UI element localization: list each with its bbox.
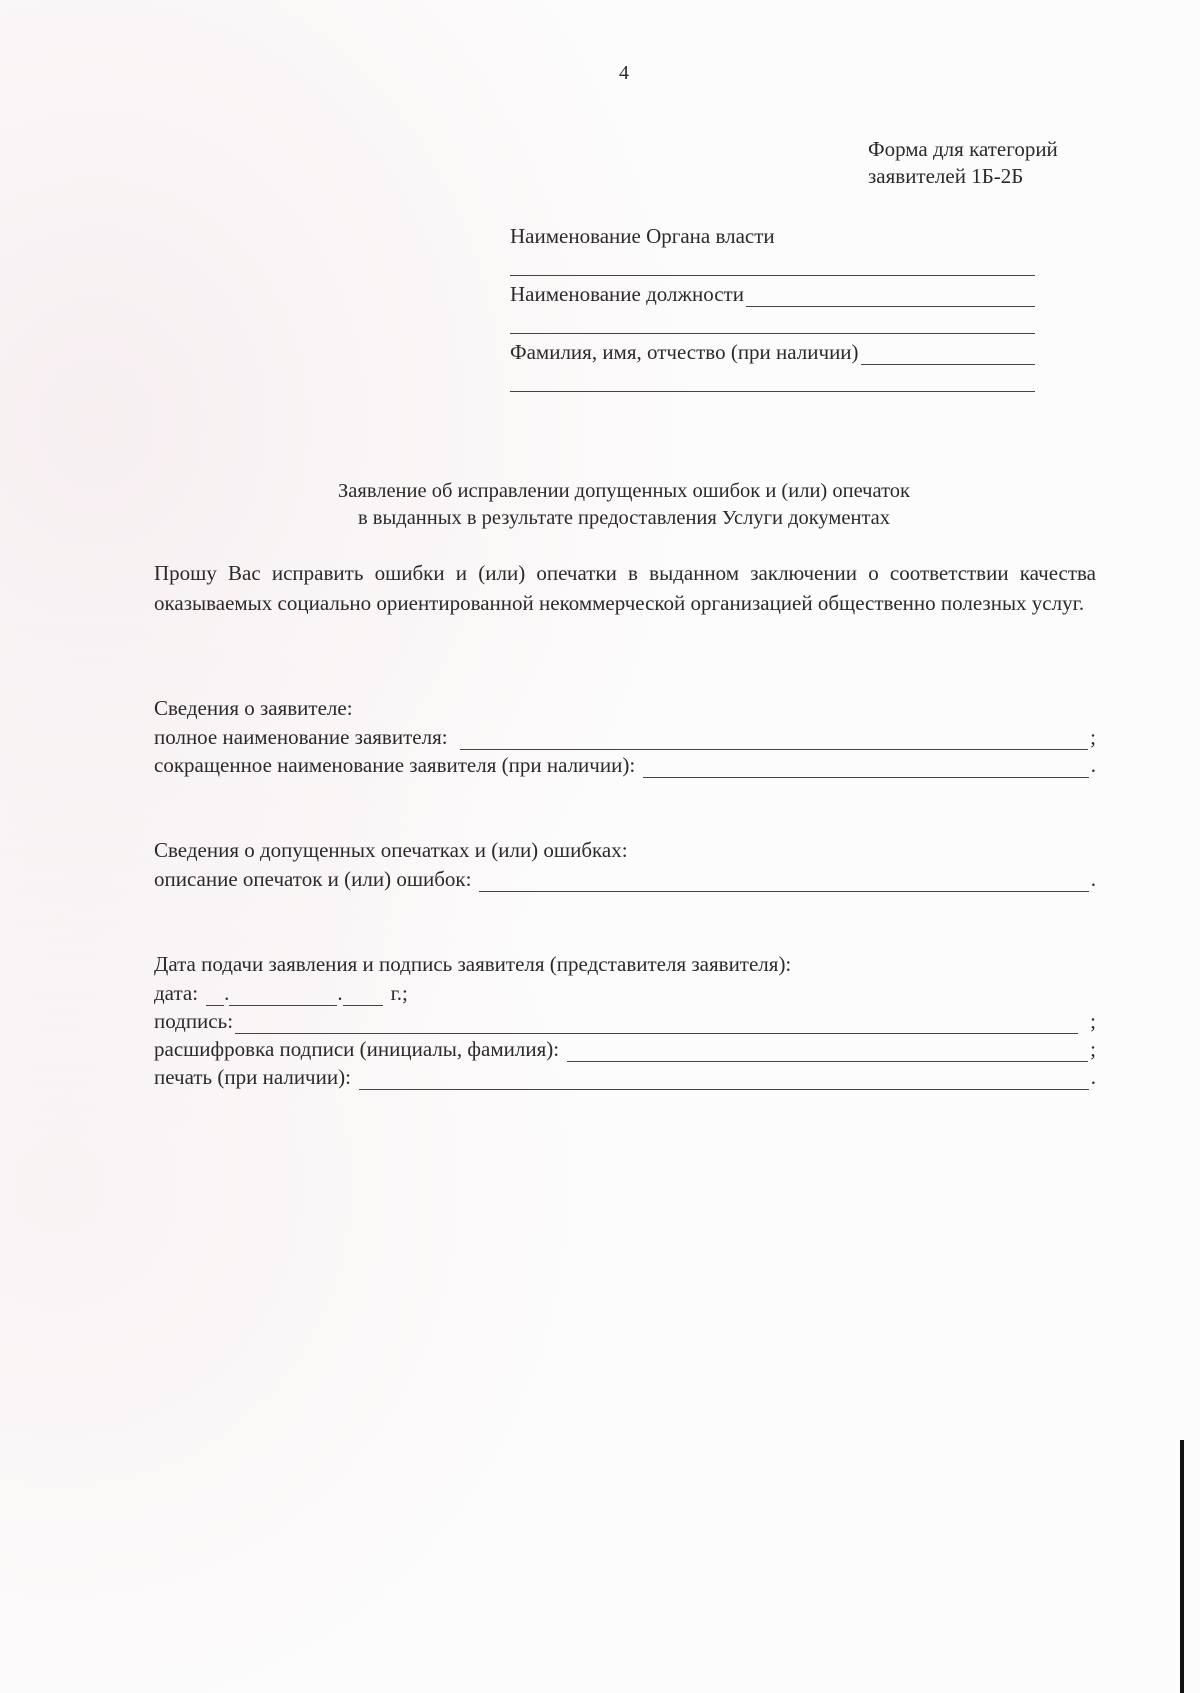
form-category — [868, 136, 1058, 190]
date-separator-2: . — [337, 981, 343, 1005]
applicant-short-name-end: . — [1090, 753, 1096, 777]
date-month-field[interactable] — [229, 985, 337, 1006]
stamp-field[interactable] — [359, 1069, 1089, 1090]
sign-label: подпись: — [154, 1009, 234, 1033]
page-number: 4 — [619, 62, 629, 84]
date-year-field[interactable] — [343, 985, 383, 1006]
applicant-full-name-label: полное наименование заявителя: — [154, 725, 448, 749]
date-day-field[interactable] — [206, 985, 224, 1006]
errors-section — [154, 836, 1096, 892]
date-label: дата: — [154, 981, 199, 1005]
sign-row — [154, 1006, 1096, 1034]
position-row — [510, 280, 1035, 307]
decoding-label: расшифровка подписи (инициалы, фамилия): — [154, 1037, 560, 1061]
errors-description-row — [154, 864, 1096, 892]
document-title — [0, 478, 1200, 532]
authority-field[interactable] — [510, 249, 1035, 276]
applicant-section — [154, 694, 1096, 778]
applicant-short-name-label: сокращенное наименование заявителя (при наличии): — [154, 753, 636, 777]
title-line-1: Заявление об исправлении допущенных ошибок и (или) опечаток — [338, 480, 910, 502]
applicant-full-name-field[interactable] — [460, 729, 1089, 750]
full-name-field-continued[interactable] — [510, 365, 1035, 392]
signature-section — [154, 950, 1096, 1090]
full-name-field[interactable] — [861, 346, 1035, 365]
date-row — [154, 978, 1096, 1006]
date-separator-1: . — [224, 981, 230, 1005]
applicant-full-name-row — [154, 722, 1096, 750]
position-field-continued[interactable] — [510, 307, 1035, 334]
position-field[interactable] — [746, 288, 1035, 307]
form-category-line-1: Форма для категорий — [868, 137, 1058, 161]
decoding-field[interactable] — [567, 1041, 1088, 1062]
authority-label: Наименование Органа власти — [510, 224, 775, 248]
errors-heading: Сведения о допущенных опечатках и (или) ошибках: — [154, 838, 628, 862]
errors-description-label: описание опечаток и (или) ошибок: — [154, 867, 472, 891]
date-suffix: г.; — [390, 981, 408, 1005]
position-label: Наименование должности — [510, 282, 744, 306]
decoding-end: ; — [1090, 1037, 1096, 1061]
stamp-label: печать (при наличии): — [154, 1065, 351, 1089]
sign-end: ; — [1090, 1009, 1096, 1033]
applicant-short-name-row — [154, 750, 1096, 778]
signature-heading: Дата подачи заявления и подпись заявителя (представителя заявителя): — [154, 952, 792, 976]
authority-row — [510, 222, 1035, 249]
scan-edge-mark — [1180, 1440, 1184, 1693]
full-name-row — [510, 338, 1035, 365]
errors-description-field[interactable] — [479, 871, 1088, 892]
decoding-row — [154, 1034, 1096, 1062]
addressee-block — [510, 222, 1035, 392]
stamp-row — [154, 1062, 1096, 1090]
full-name-label: Фамилия, имя, отчество (при наличии) — [510, 340, 859, 364]
errors-description-end: . — [1090, 867, 1096, 891]
applicant-heading: Сведения о заявителе: — [154, 696, 353, 720]
applicant-full-name-end: ; — [1090, 725, 1096, 749]
applicant-short-name-field[interactable] — [643, 757, 1089, 778]
request-paragraph: Прошу Вас исправить ошибки и (или) опечатки в выданном заключении о соответствии качества оказываемых социально ориентированной некоммерческой организацией общественно полезных услуг. — [154, 561, 1096, 615]
sign-field[interactable] — [235, 1013, 1078, 1034]
form-category-line-2: заявителей 1Б-2Б — [868, 164, 1024, 188]
title-line-2: в выданных в результате предоставления Услуги документах — [358, 507, 890, 529]
stamp-end: . — [1090, 1065, 1096, 1089]
